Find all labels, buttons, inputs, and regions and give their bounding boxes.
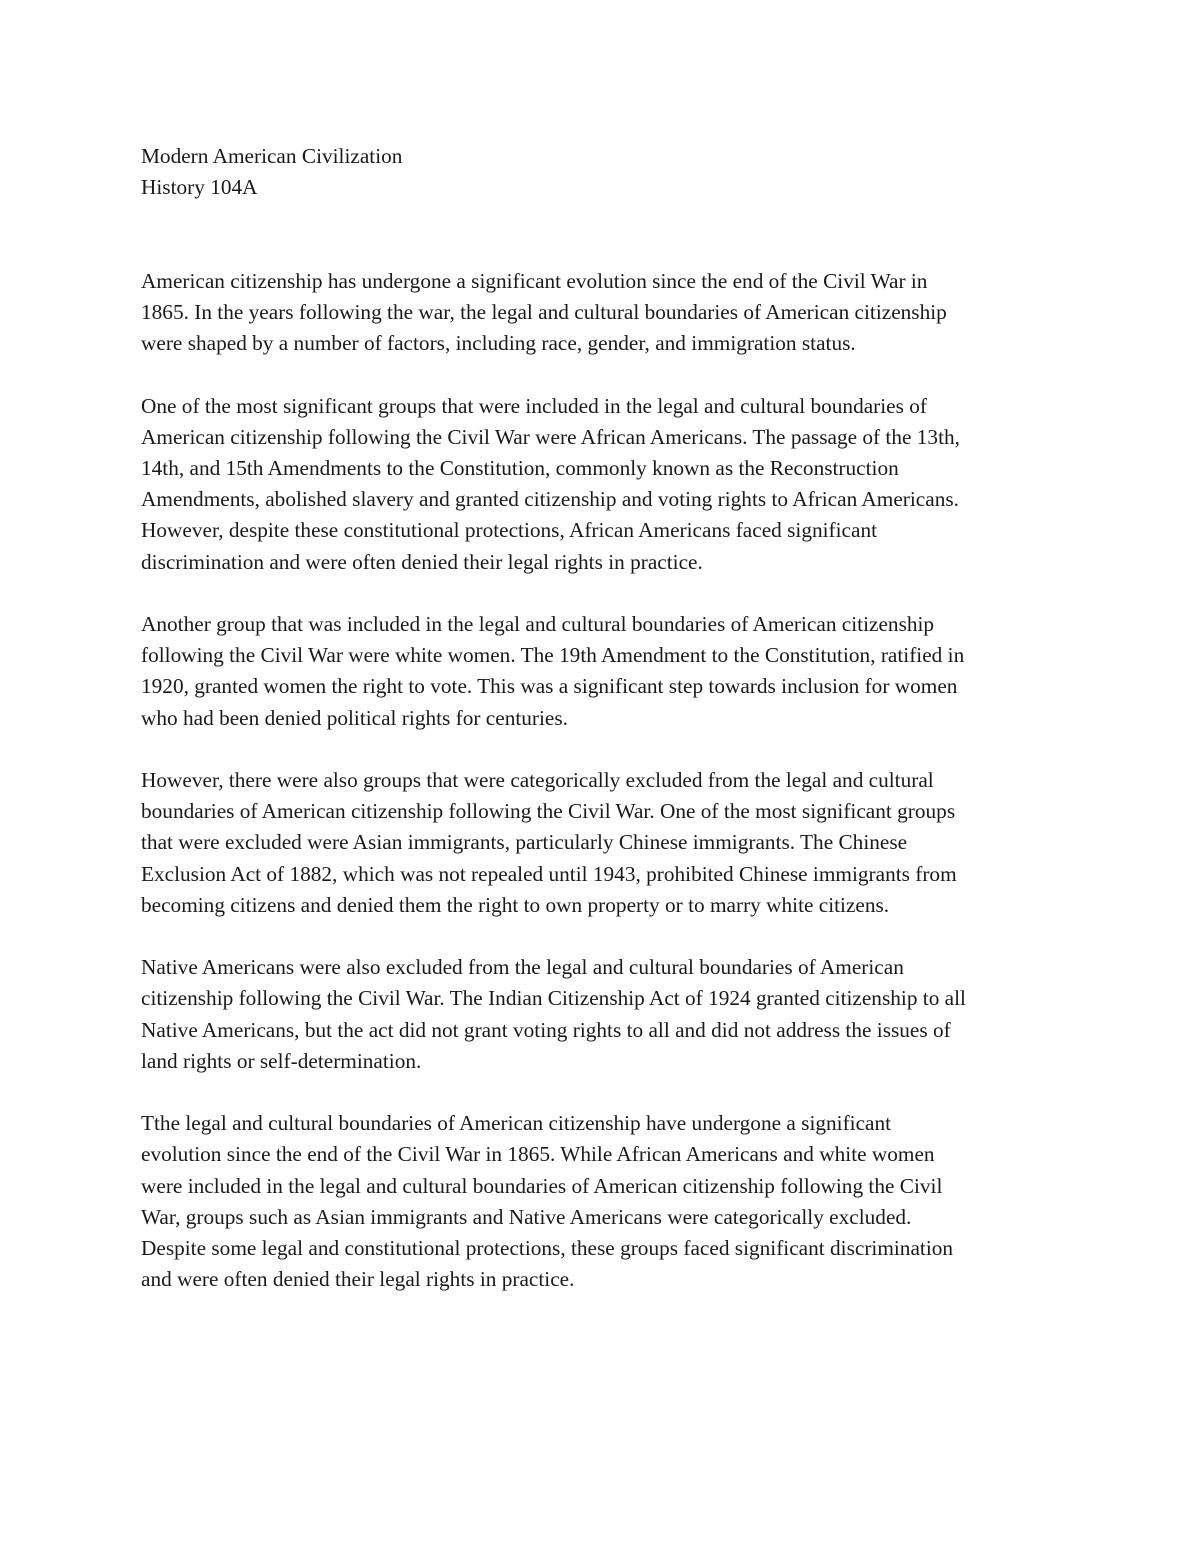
paragraph-line: However, there were also groups that were categorically excluded from the legal and cultural (141, 768, 934, 792)
document-body (141, 141, 1061, 1327)
paragraph-line: 14th, and 15th Amendments to the Constitution, commonly known as the Reconstruction (141, 456, 899, 480)
paragraph-line: discrimination and were often denied their legal rights in practice. (141, 549, 703, 574)
paragraph-line: citizenship following the Civil War. The Indian Citizenship Act of 1924 granted citizenship to all (141, 986, 966, 1011)
paragraph-line: Amendments, abolished slavery and granted citizenship and voting rights to African Americans. (141, 487, 959, 512)
document-title: Modern American Civilization (141, 144, 403, 168)
paragraph-line: 1865. In the years following the war, the legal and cultural boundaries of American citizenship (141, 300, 947, 324)
paragraph-line: and were often denied their legal rights in practice. (141, 1267, 575, 1292)
paragraph-list (141, 266, 1061, 1296)
paragraph-line: Despite some legal and constitutional protections, these groups faced significant discrimination (141, 1236, 954, 1261)
body-paragraph (141, 391, 1061, 578)
paragraph-line: Tthe legal and cultural boundaries of American citizenship have undergone a significant (141, 1111, 892, 1136)
paragraph-line: Exclusion Act of 1882, which was not repealed until 1943, prohibited Chinese immigrants from (141, 861, 957, 886)
paragraph-line: that were excluded were Asian immigrants, particularly Chinese immigrants. The Chinese (141, 830, 908, 855)
paragraph-line: War, groups such as Asian immigrants and Native Americans were categorically excluded. (141, 1204, 912, 1229)
paragraph-line: evolution since the end of the Civil War in 1865. While African Americans and white women (141, 1142, 935, 1167)
body-paragraph (141, 609, 1061, 734)
paragraph-line: land rights or self-determination. (141, 1048, 422, 1073)
paragraph-line: boundaries of American citizenship following the Civil War. One of the most significant groups (141, 799, 956, 824)
course-label: History 104A (141, 175, 258, 200)
paragraph-line: American citizenship has undergone a significant evolution since the end of the Civil War in (141, 268, 928, 293)
paragraph-line: American citizenship following the Civil War were African Americans. The passage of the 13th, (141, 424, 960, 449)
paragraph-line: following the Civil War were white women. The 19th Amendment to the Constitution, ratified in (141, 643, 965, 668)
paragraph-line: becoming citizens and denied them the right to own property or to marry white citizens. (141, 892, 890, 917)
body-paragraph (141, 266, 1061, 360)
body-paragraph (141, 765, 1061, 921)
paragraph-line: Native Americans, but the act did not grant voting rights to all and did not address the issues of (141, 1017, 951, 1042)
paragraph-line: However, despite these constitutional protections, African Americans faced significant (141, 518, 878, 543)
header-spacer (141, 203, 1061, 265)
paragraph-line: who had been denied political rights for centuries. (141, 705, 568, 730)
body-paragraph (141, 1108, 1061, 1295)
paragraph-line: were shaped by a number of factors, including race, gender, and immigration status. (141, 331, 856, 356)
paragraph-line: Another group that was included in the legal and cultural boundaries of American citizenship (141, 612, 935, 636)
paragraph-line: 1920, granted women the right to vote. This was a significant step towards inclusion for women (141, 674, 958, 699)
paragraph-line: were included in the legal and cultural boundaries of American citizenship following the Civil (141, 1173, 943, 1198)
paragraph-line: One of the most significant groups that were included in the legal and cultural boundaries of (141, 393, 927, 418)
body-paragraph (141, 952, 1061, 1077)
paragraph-line: Native Americans were also excluded from the legal and cultural boundaries of American (141, 955, 904, 980)
